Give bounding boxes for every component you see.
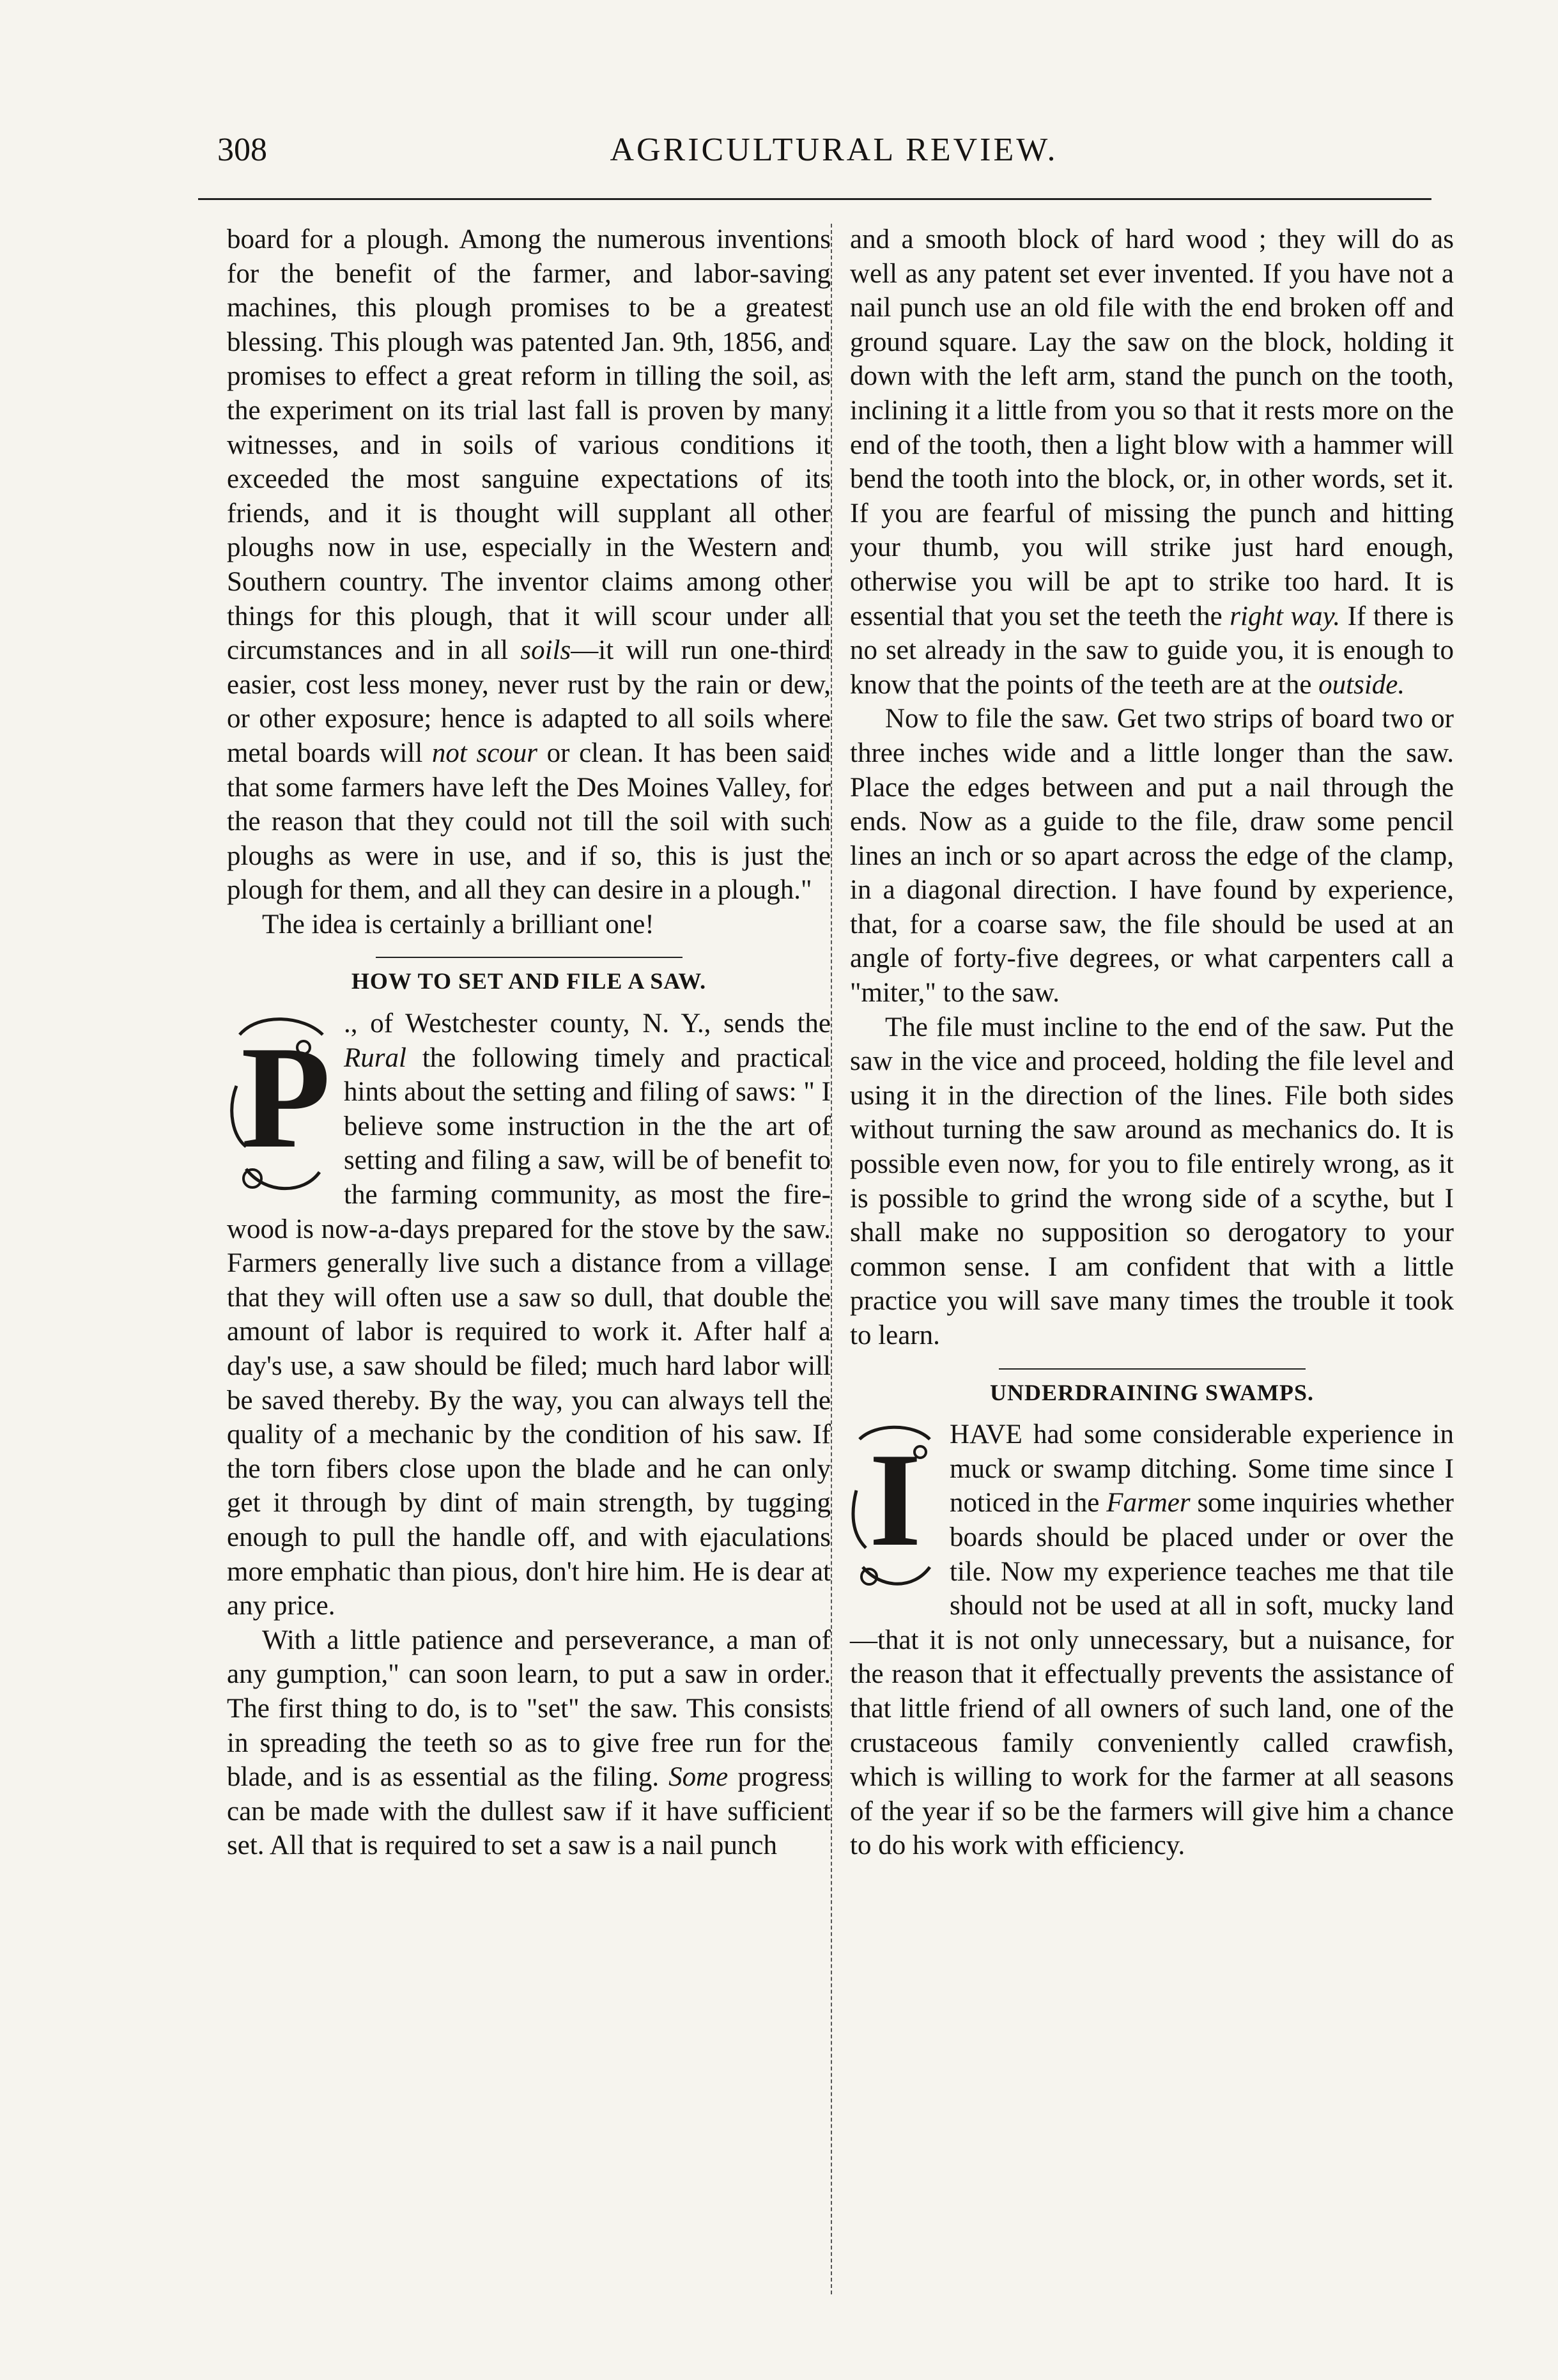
paragraph-saw-set: With a little patience and perseverance, a man of any gumption," can soon learn, to put a saw in order. The first thing to do, is to "set" the saw. This consists in spreading the teeth so as to give free run for the blade, and is as essential as the filing. Some progress can be made with the dullest saw if it have sufficient set. All that is required to set a saw is a nail punch (227, 1625, 831, 1861)
paragraph-swamps: I HAVE had some considerable experience in muck or swamp ditching. Some time since I noticed in the Farmer some inquiries whether boards should be placed under or over the tile. Now my experience teaches me that tile should not be used at all in soft, mucky land—that it is not only unnecessary, but a nuisance, for the reason that it effectually prevents the assistance of that little friend of all owners of such land, one of the crustaceous family conveniently called crawfish, which is willing to work for the farmer at all seasons of the year if so be the farmers will give him a chance to do his work with efficiency. (850, 1419, 1454, 1861)
page-header (217, 131, 1451, 176)
paragraph-saw-intro: P ., of Westchester county, N. Y., sends the Rural the following timely and practical hints about the setting and filing of saws: " I believe some instruction in the the art of setting and filing a saw, will be of benefit to the farming community, as most the fire-wood is now-a-days prepared for the stove by the saw. Farmers generally live such a distance from a village that they will often use a saw so dull, that double the amount of labor is required to work it. After half a day's use, a saw should be filed; much hard labor will be saved thereby. By the way, you can always tell the quality of a mechanic by the condition of his saw. If the torn fibers close upon the blade and he can only get it through by dint of main strength, by tugging enough to pull the handle off, and with ejaculations more emphatic than pious, don't hire him. He is dear at any price. (227, 1008, 831, 1621)
left-column (227, 222, 831, 1863)
paragraph-set-saw: and a smooth block of hard wood ; they will do as well as any patent set ever invented. If you have not a nail punch use an old file with the end broken off and ground square. Lay the saw on the block, holding it down with the left arm, stand the punch on the tooth, inclining it a little from you so that it rests more on the end of the tooth, then a light blow with a hammer will bend the tooth into the block, or, in other words, set it. If you are fearful of missing the punch and hitting your thumb, you will strike just hard enough, otherwise you will be apt to strike too hard. It is essential that you set the teeth the right way. If there is no set already in the saw to guide you, it is enough to know that the points of the teeth are at the outside. (850, 224, 1454, 700)
column-divider (831, 224, 832, 2294)
page-number: 308 (217, 132, 267, 168)
ornamental-dropcap-icon (227, 1009, 332, 1201)
section-rule (999, 1368, 1306, 1370)
paragraph-file-incline: The file must incline to the end of the saw. Put the saw in the vice and proceed, holding the file level and using it in the direction of the lines. File both sides without turning the saw around as mechanics do. It is possible even now, for you to file entirely wrong, as it is possible to grind the wrong side of a scythe, but I shall make no supposition so derogatory to your common sense. I am confident that with a little practice you will save many times the trouble it took to learn. (850, 1012, 1454, 1350)
svg-text:P: P (241, 1016, 331, 1179)
section-title-swamps: UNDERDRAINING SWAMPS. (989, 1379, 1315, 1405)
section-rule (376, 957, 683, 958)
header-rule (198, 198, 1431, 200)
right-column (850, 222, 1454, 1863)
paragraph-brilliant: The idea is certainly a brilliant one! (262, 909, 654, 939)
ornamental-dropcap-icon (850, 1420, 939, 1593)
section-title-saw: HOW TO SET AND FILE A SAW. (351, 968, 707, 994)
paragraph-file-saw: Now to file the saw. Get two strips of board two or three inches wide and a little longer than the saw. Place the edges between and put a nail through the ends. Now as a guide to the file, draw some pencil lines an inch or so apart across the edge of the clamp, in a diagonal direction. I have found by experience, that, for a coarse saw, the file should be used at an angle of forty-five degrees, or what carpenters call a "miter," to the saw. (850, 704, 1454, 1008)
svg-text:I: I (869, 1426, 922, 1575)
paragraph-plough: board for a plough. Among the numerous inventions for the benefit of the farmer, and labor-saving machines, this plough promises to be a greatest blessing. This plough was patented Jan. 9th, 1856, and promises to effect a great reform in tilling the soil, as the experiment on its trial last fall is proven by many witnesses, and in soils of various conditions it exceeded the most sanguine expectations of its friends, and it is thought will supplant all other ploughs now in use, especially in the Western and Southern country. The inventor claims among other things for this plough, that it will scour under all circumstances and in all soils—it will run one-third easier, cost less money, never rust by the rain or dew, or other exposure; hence is adapted to all soils where metal boards will not scour or clean. It has been said that some farmers have left the Des Moines Valley, for the reason that they could not till the soil with such ploughs as were in use, and if so, this is just the plough for them, and all they can desire in a plough." (227, 224, 831, 906)
running-title: AGRICULTURAL REVIEW. (610, 132, 1058, 168)
